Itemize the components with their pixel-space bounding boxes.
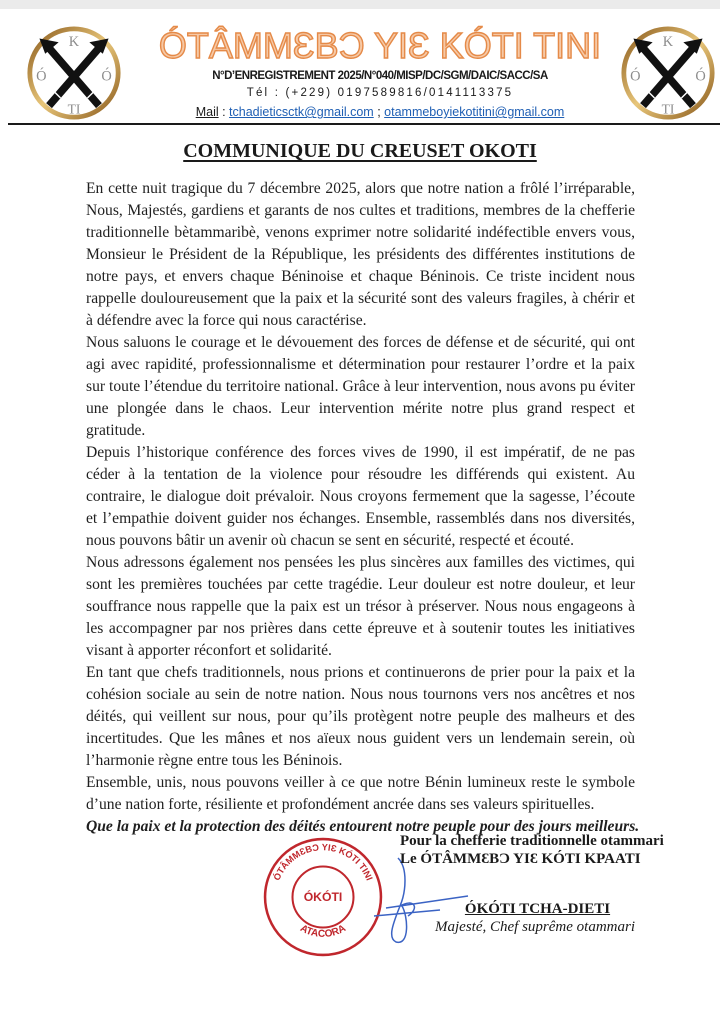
paragraph: Nous adressons également nos pensées les plus sincères aux familles des victimes, qui sont les premières touchées par cette tragédie. Leur douleur est notre douleur, et leur souffrance nous rappelle que la paix est un trésor à préserver. Nous nous engageons à les accompagner par nos prières dans cette épreuve et à soutenir toutes les initiatives visant à apporter réconfort et solidarité. bbox=[86, 554, 635, 659]
email-joiner: ; bbox=[373, 105, 385, 119]
document-title: COMMUNIQUE DU CREUSET OKOTI bbox=[183, 140, 537, 162]
header-divider bbox=[8, 123, 720, 125]
paragraph: Depuis l’historique conférence des forces vives de 1990, il est impératif, de ne pas céder à la tentation de la violence pour résoudre les différends qui existent. Au contraire, le dialogue doit prévaloir. Nous croyons fermement que la sagesse, l’écoute et l’empathie doivent guider nos échanges. Ensemble, rassemblés dans nos diversités, nous pouvons bâtir un avenir où chacun se sent en sécurité, respecté et écouté. bbox=[86, 444, 635, 549]
logo-letter-right: Ó bbox=[101, 68, 112, 85]
paragraph: Nous saluons le courage et le dévouement des forces de défense et de sécurité, qui ont agi avec rapidité, professionnalisme et détermination pour restaurer l’ordre et la paix sur toute l’étendue du territoire national. Grâce à leur intervention, nous avons pu éviter une plongée dans le chaos. Leur intervention mérite notre plus grand respect et gratitude. bbox=[86, 334, 635, 439]
signature-block bbox=[400, 832, 664, 868]
registration-number: N°D’ENREGISTREMENT 2025/N°040/MISP/DC/SGM/DAIC/SACC/SA bbox=[212, 70, 548, 82]
brand-name: ÓTÂMMƐBƆ YIƐ KÓTI TINI bbox=[158, 25, 602, 66]
logo-letter-bottom: TI bbox=[67, 101, 81, 117]
stamp-outer-text: ÓTÂMMƐBƆ YIƐ KÓTI TINI bbox=[271, 842, 375, 882]
document-body bbox=[86, 178, 640, 838]
paragraph: En cette nuit tragique du 7 décembre 2025, alors que notre nation a frôlé l’irréparable, Nous, Majestés, gardiens et garants de nos cultes et traditions, membres de la chefferie traditionnelle bètammaribè, venons exprimer notre solidarité indéfectible envers vous, Monsieur le Président de la République, les présidents des différentes institutions de notre pays, et envers chaque Béninoise et chaque Béninois. Ce triste incident nous rappelle douloureusement que la paix et la sécurité sont des valeurs fragiles, à chérir et à défendre avec la force qui nous caractérise. bbox=[86, 180, 635, 329]
mail-line bbox=[150, 104, 610, 120]
logo-letter-left: Ó bbox=[36, 68, 47, 85]
signer bbox=[420, 900, 635, 936]
signer-role: Majesté, Chef suprême otammari bbox=[435, 919, 635, 935]
logo-letter-bottom: TI bbox=[661, 101, 675, 117]
mail-separator: : bbox=[218, 105, 230, 119]
letterhead bbox=[0, 9, 720, 128]
signature-line-1: Pour la chefferie traditionnelle otammari bbox=[400, 833, 664, 849]
mail-label: Mail bbox=[195, 105, 219, 119]
email-link-2[interactable]: otammeboyiekotitini@gmail.com bbox=[384, 105, 565, 119]
closing-statement: Que la paix et la protection des déités entourent notre peuple pour des jours meilleurs. bbox=[86, 818, 640, 835]
logo-letter-top: K bbox=[68, 34, 80, 51]
top-strip bbox=[0, 0, 720, 9]
email-link-1[interactable]: tchadieticsctk@gmail.com bbox=[229, 105, 374, 119]
phone-numbers: Tél : (+229) 0197589816/0141113375 bbox=[246, 87, 514, 99]
signature-line-2: Le ÓTÂMMƐBƆ YIƐ KÓTI KPAATI bbox=[400, 851, 641, 867]
stamp-center-text: ÓKÓTI bbox=[303, 890, 343, 905]
logo-letter-right: Ó bbox=[695, 68, 706, 85]
crossed-arrows-emblem-icon bbox=[620, 25, 716, 121]
paragraph: En tant que chefs traditionnels, nous prions et continuerons de prier pour la paix et la cohésion sociale au sein de notre nation. Nous nous tournons vers nos ancêtres et nos déités, qui veillent sur nous, pour qu’ils protègent notre peuple des malheurs et des incertitudes. Que les mânes et nos aïeux nous guident vers un lendemain serein, où l’harmonie règne entre tous les Béninois. bbox=[86, 664, 635, 769]
logo-letter-left: Ó bbox=[630, 68, 641, 85]
crossed-arrows-emblem-icon bbox=[26, 25, 122, 121]
signer-name: ÓKÓTI TCHA-DIETI bbox=[464, 901, 611, 917]
svg-text:ATACORA bbox=[298, 923, 348, 940]
logo-letter-top: K bbox=[662, 34, 674, 51]
stamp-bottom-text: ATACORA bbox=[298, 922, 348, 940]
paragraph: Ensemble, unis, nous pouvons veiller à ce que notre Bénin lumineux reste le symbole d’une nation forte, résiliente et profondément ancrée dans ses valeurs spirituelles. bbox=[86, 774, 635, 813]
